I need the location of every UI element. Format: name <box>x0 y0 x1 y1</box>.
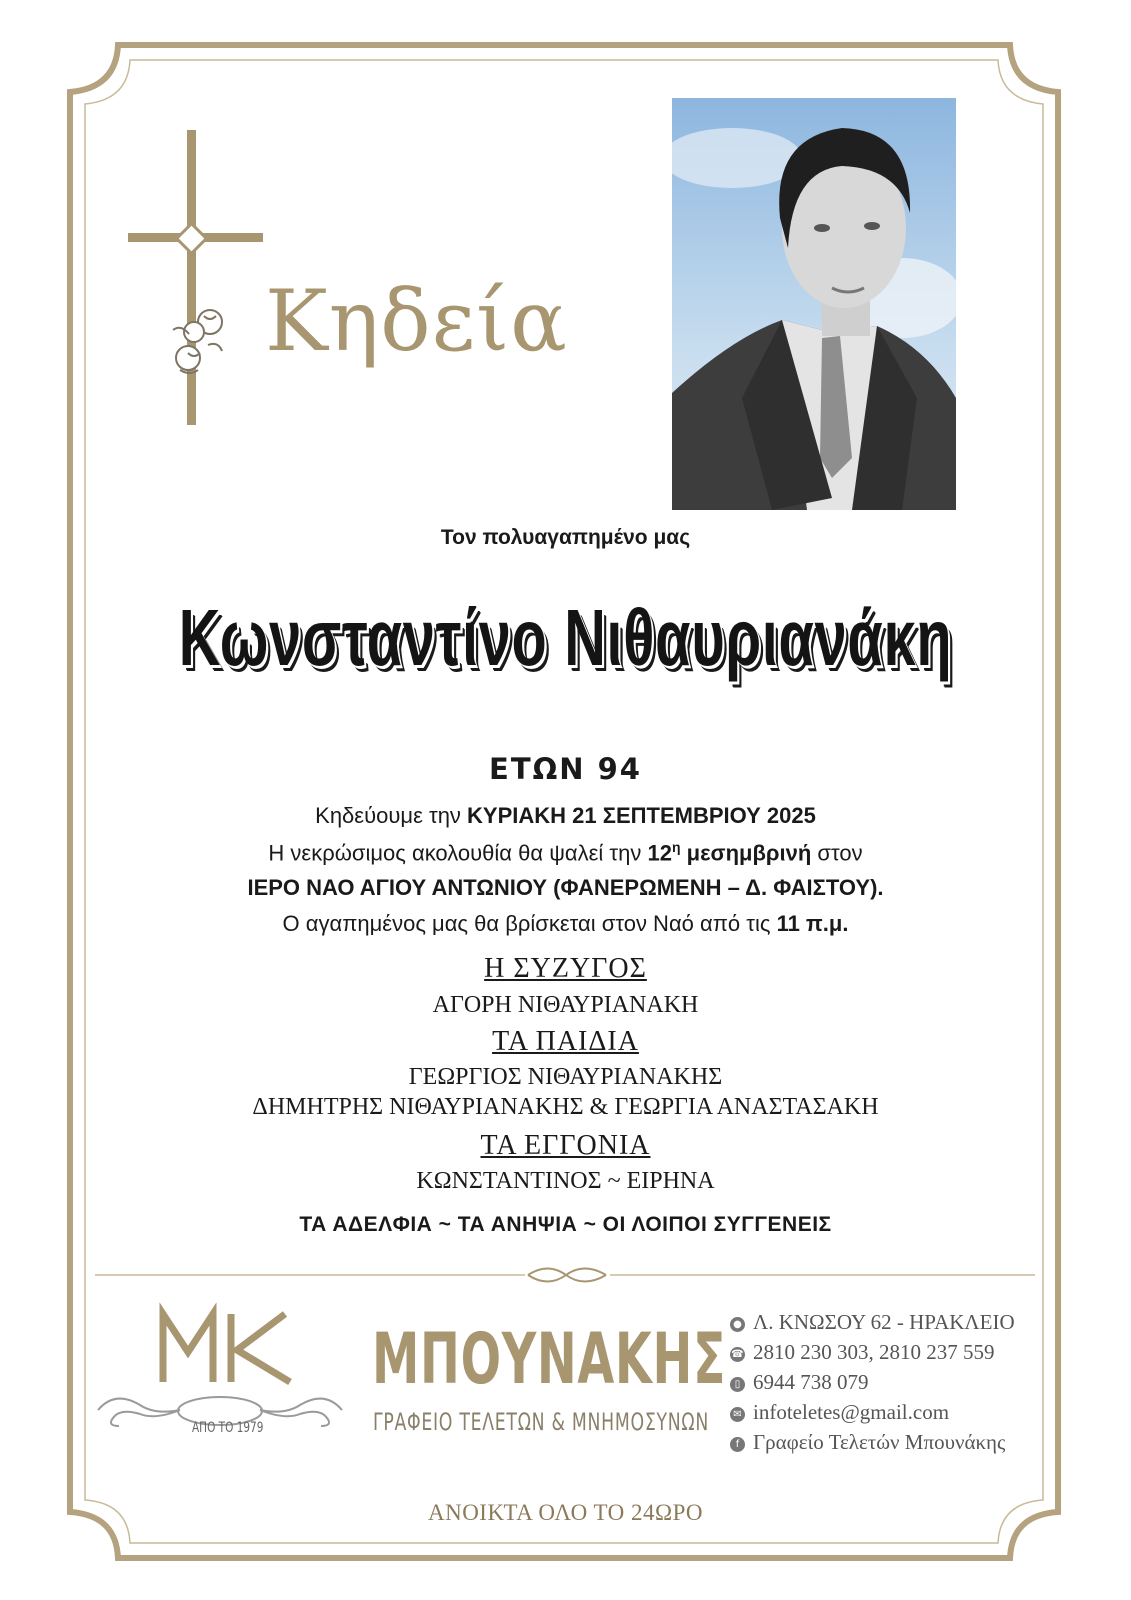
service-time-postfix: στον <box>811 840 863 866</box>
child-name: ΔΗΜΗΤΡΗΣ ΝΙΘΑΥΡΙΑΝΑΚΗΣ & ΓΕΩΡΓΙΑ ΑΝΑΣΤΑΣΑΚΗ <box>252 1094 879 1120</box>
spouse-heading: Η ΣΥΖΥΓΟΣ <box>484 953 647 984</box>
viewing-time-line <box>0 911 1131 937</box>
facebook-icon: f <box>730 1437 745 1452</box>
service-time-midday: μεσημβρινή <box>680 840 812 866</box>
service-time-line <box>0 839 1131 866</box>
page-title: Κηδεία <box>265 272 568 370</box>
grandchildren-names: ΚΩΝΣΤΑΝΤΙΝΟΣ ~ ΕΙΡΗΝΑ <box>416 1168 715 1194</box>
phone-text: 2810 230 303, 2810 237 559 <box>753 1340 995 1364</box>
location-pin-icon: ● <box>730 1317 745 1332</box>
cross-with-roses-icon <box>128 130 268 430</box>
facebook-text: Γραφείο Τελετών Μπουνάκης <box>753 1430 1006 1454</box>
facebook-line <box>730 1430 1005 1455</box>
established-year: ΑΠΟ ΤΟ 1979 <box>192 1420 264 1436</box>
deceased-name: Κωνσταντίνο Νιθαυριανάκη <box>178 593 953 682</box>
funeral-date-line <box>0 803 1131 829</box>
service-time: 12 <box>647 840 672 866</box>
other-relatives: ΤΑ ΑΔΕΛΦΙΑ ~ ΤΑ ΑΝΗΨΙΑ ~ ΟΙ ΛΟΙΠΟΙ ΣΥΓΓΕΝΕΙΣ <box>299 1213 832 1236</box>
funeral-date: ΚΥΡΙΑΚΗ 21 ΣΕΠΤΕΜΒΡΙΟΥ 2025 <box>467 803 816 828</box>
mobile-text: 6944 738 079 <box>753 1370 869 1394</box>
deceased-portrait <box>672 98 956 510</box>
mobile-icon: ▯ <box>730 1377 745 1392</box>
service-time-prefix: Η νεκρώσιμος ακολουθία θα ψαλεί την <box>268 840 648 866</box>
email-line <box>730 1400 949 1425</box>
divider-ornament <box>528 1269 606 1282</box>
age-text: ΕΤΩΝ 94 <box>489 752 642 786</box>
address-line <box>730 1310 1015 1335</box>
phone-line <box>730 1340 995 1365</box>
intro-text: Τον πολυαγαπημένο μας <box>440 526 691 549</box>
viewing-time: 11 π.μ. <box>776 911 849 936</box>
children-heading: ΤΑ ΠΑΙΔΙΑ <box>492 1026 639 1057</box>
service-time-suffix: η <box>671 839 681 855</box>
funeral-home-name: ΜΠΟΥΝΑΚΗΣ <box>372 1318 727 1400</box>
address-text: Λ. ΚΝΩΣΟΥ 62 - ΗΡΑΚΛΕΙΟ <box>753 1310 1015 1334</box>
funeral-date-prefix: Κηδεύουμε την <box>315 803 468 828</box>
opening-hours: ΑΝΟΙΚΤΑ ΟΛΟ ΤΟ 24ΩΡΟ <box>427 1500 704 1525</box>
church-line: ΙΕΡΟ ΝΑΟ ΑΓΙΟΥ ΑΝΤΩΝΙΟΥ (ΦΑΝΕΡΩΜΕΝΗ – Δ. ΦΑΙΣΤΟΥ). <box>247 875 884 900</box>
child-name: ΓΕΩΡΓΙΟΣ ΝΙΘΑΥΡΙΑΝΑΚΗΣ <box>408 1064 723 1090</box>
email-text: infoteletes@gmail.com <box>753 1400 950 1424</box>
spouse-name: ΑΓΟΡΗ ΝΙΘΑΥΡΙΑΝΑΚΗ <box>432 992 699 1018</box>
viewing-time-prefix: Ο αγαπημένος μας θα βρίσκεται στον Ναό από τις <box>282 911 777 936</box>
grandchildren-heading: ΤΑ ΕΓΓΟΝΙΑ <box>480 1130 651 1161</box>
phone-icon: ☎ <box>731 1348 744 1360</box>
funeral-home-subtitle: ΓΡΑΦΕΙΟ ΤΕΛΕΤΩΝ & ΜΝΗΜΟΣΥΝΩΝ <box>373 1408 709 1436</box>
email-icon: ✉ <box>730 1407 745 1422</box>
mobile-line <box>730 1370 869 1395</box>
